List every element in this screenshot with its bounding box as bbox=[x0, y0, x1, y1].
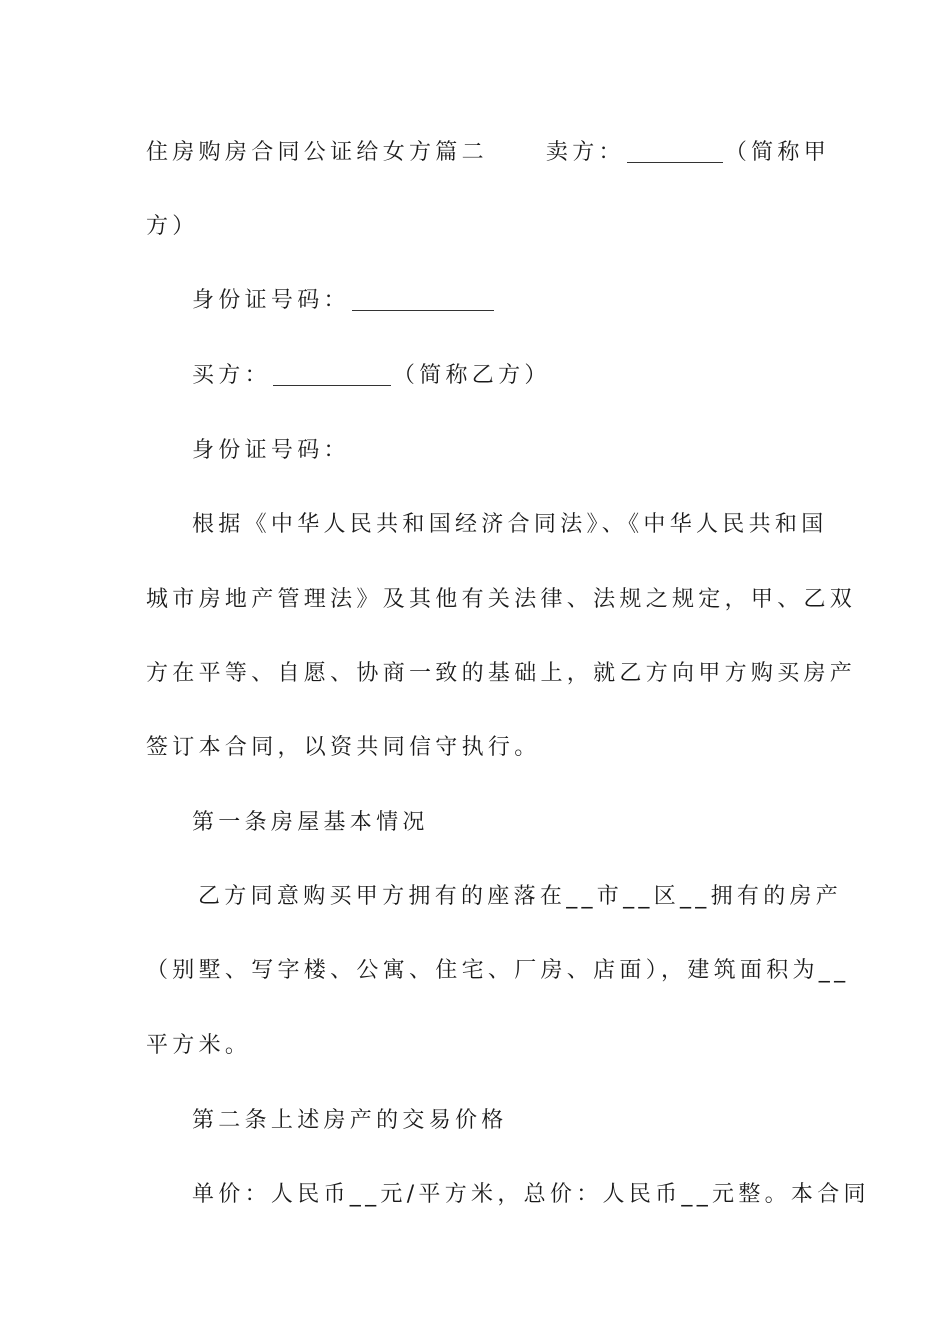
title-line bbox=[146, 138, 831, 168]
article1-title: 第一条房屋基本情况 bbox=[192, 810, 429, 835]
article1-line-1: 乙方同意购买甲方拥有的座落在__市__区__拥有的房产 bbox=[198, 884, 843, 909]
buyer-line bbox=[192, 361, 806, 391]
document-title: 住房购房合同公证给女方篇二 bbox=[146, 140, 488, 165]
buyer-blank bbox=[273, 363, 391, 386]
article2-line-1: 单价：人民币__元/平方米，总价：人民币__元整。本合同 bbox=[192, 1182, 870, 1207]
article1-line-2: （别墅、写字楼、公寓、住宅、厂房、店面），建筑面积为__ bbox=[146, 958, 850, 983]
buyer-label: 买方： bbox=[192, 363, 271, 388]
seller-suffix: （简称甲 bbox=[724, 140, 831, 165]
buyer-suffix: （简称乙方） bbox=[392, 363, 551, 388]
seller-id-label: 身份证号码： bbox=[192, 288, 350, 313]
seller-label: 卖方： bbox=[545, 140, 625, 165]
article1-line-3: 平方米。 bbox=[146, 1033, 252, 1058]
intro-line-1: 根据《中华人民共和国经济合同法》、《中华人民共和国 bbox=[192, 512, 828, 537]
buyer-id-label: 身份证号码： bbox=[192, 438, 350, 463]
article2-title: 第二条上述房产的交易价格 bbox=[192, 1108, 508, 1133]
seller-suffix-continued: 方） bbox=[146, 214, 199, 239]
intro-line-2: 城市房地产管理法》及其他有关法律、法规之规定，甲、乙双 bbox=[146, 587, 857, 612]
seller-id-blank bbox=[352, 288, 494, 311]
intro-line-3: 方在平等、自愿、协商一致的基础上，就乙方向甲方购买房产 bbox=[146, 661, 857, 686]
seller-id-line bbox=[192, 286, 806, 316]
seller-blank bbox=[627, 140, 723, 163]
intro-line-4: 签订本合同，以资共同信守执行。 bbox=[146, 735, 541, 760]
